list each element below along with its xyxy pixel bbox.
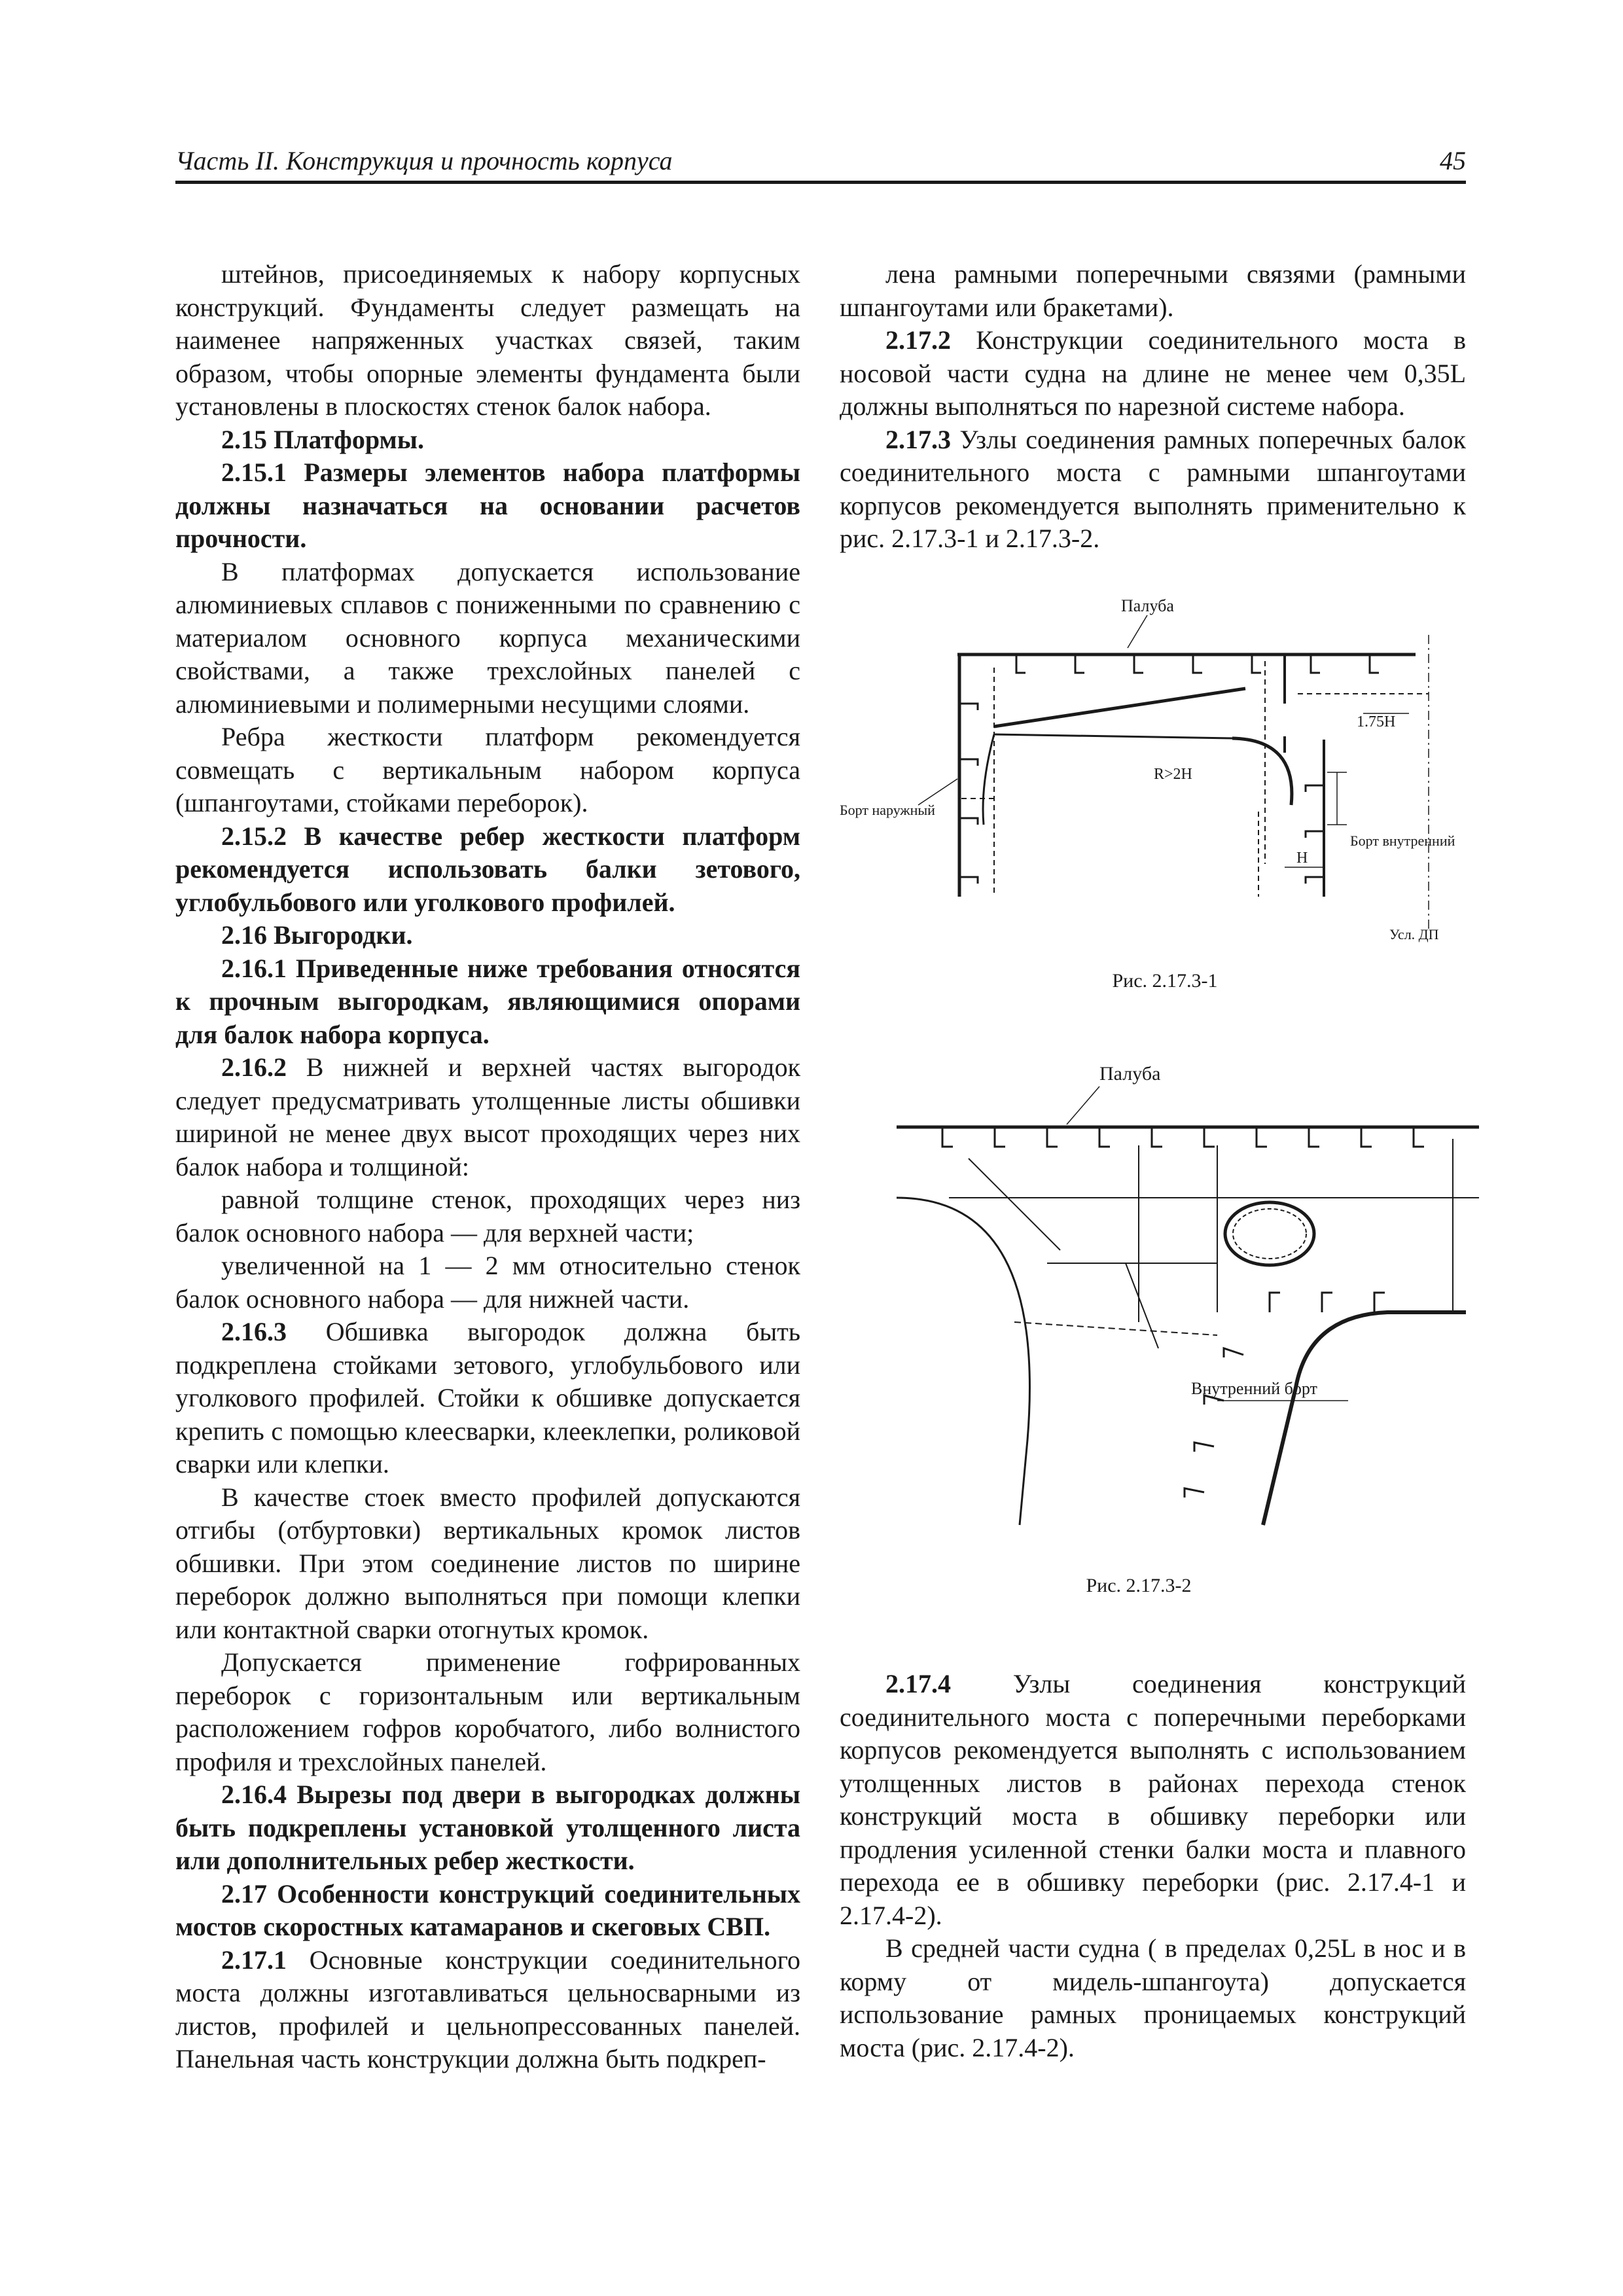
- figure1-label-175h: 1.75H: [1357, 713, 1396, 730]
- paragraph-text: Платформы.: [267, 424, 424, 454]
- paragraph-text: Обшивка выгородок должна быть подкреплена стойками зетового, углобульбового или уголкового профилей. Стойки к обшивке допускается крепить с помощью клеесварки, клееклепки, роликовой сварки или клепки.: [175, 1317, 800, 1479]
- section-number: 2.17.1: [221, 1945, 287, 1975]
- figure-2-17-3-1: [840, 589, 1468, 956]
- header-rule: [175, 181, 1466, 184]
- figure-2-17-3-2: [851, 1047, 1479, 1558]
- paragraph-text: В платформах допускается использование алюминиевых сплавов с пониженными по сравнению с материалом основного корпуса механическими свойствами, а также трехслойных панелей с алюминиевыми и полимерными несущими слоями.: [175, 556, 800, 719]
- figure1-caption: Рис. 2.17.3-1: [1112, 970, 1218, 992]
- figure1-label-deck: Палуба: [1121, 596, 1174, 615]
- figure1-label-radius: R>2H: [1154, 766, 1192, 783]
- section-number: 2.17.4: [885, 1669, 951, 1698]
- paragraph: [175, 556, 800, 721]
- paragraph: [175, 1878, 800, 1944]
- section-number: 2.17.2: [885, 325, 951, 355]
- running-header-title: Часть II. Конструкция и прочность корпуса: [175, 146, 673, 175]
- paragraph: [175, 1646, 800, 1778]
- paragraph-text: В качестве стоек вместо профилей допускаются отгибы (отбуртовки) вертикальных кромок листов обшивки. При этом соединение листов по ширине переборок должно выполняться при помощи клепки или контактной сварки отогнутых кромок.: [175, 1482, 800, 1644]
- paragraph: [840, 1668, 1466, 1932]
- paragraph-text: Узлы соединения рамных поперечных балок соединительного моста с рамными шпангоутами корпусов рекомендуется выполнять применительно к рис. 2.17.3-1 и 2.17.3-2.: [840, 424, 1466, 553]
- section-number: 2.16: [221, 920, 267, 950]
- figure1-label-dp: Усл. ДП: [1389, 926, 1439, 942]
- section-number: 2.16.4: [221, 1780, 287, 1809]
- paragraph: [175, 1051, 800, 1183]
- paragraph-text: Конструкции соединительного моста в носовой части судна на длине не менее чем 0,35L должны выполняться по нарезной системе набора.: [840, 325, 1466, 421]
- paragraph: [175, 1481, 800, 1647]
- paragraph-text: штейнов, присоединяемых к набору корпусных конструкций. Фундаменты следует размещать на наименее напряженных участках связей, таким образом, чтобы опорные элементы фундамента были установлены в плоскостях стенок балок набора.: [175, 259, 800, 421]
- figure1-label-inner-side: Борт внутренний: [1350, 833, 1455, 849]
- section-number: 2.15: [221, 424, 267, 454]
- section-number: 2.17: [221, 1878, 267, 1909]
- paragraph: [175, 820, 800, 920]
- paragraph-text: Вырезы под двери в выгородках должны быть подкреплены установкой утолщенного листа или дополнительных ребер жесткости.: [175, 1780, 800, 1875]
- paragraph-text: В качестве ребер жесткости платформ рекомендуется использовать балки зетового, углобульбового или уголкового профилей.: [175, 821, 800, 917]
- figure2-caption: Рис. 2.17.3-2: [1086, 1575, 1192, 1596]
- section-number: 2.16.2: [221, 1052, 287, 1082]
- paragraph-text: Допускается применение гофрированных переборок с горизонтальным или вертикальным расположением гофров коробчатого, либо волнистого профиля и трехслойных панелей.: [175, 1647, 800, 1776]
- paragraph-text: Ребра жесткости платформ рекомендуется совмещать с вертикальным набором корпуса (шпангоутами, стойками переборок).: [175, 722, 800, 817]
- paragraph: [840, 258, 1466, 324]
- paragraph-text: Выгородки.: [267, 920, 413, 950]
- paragraph: [175, 1249, 800, 1316]
- paragraph: [175, 1944, 800, 2076]
- figure-2-17-3-1-drawing: [840, 589, 1468, 956]
- paragraph-text: Размеры элементов набора платформы должны назначаться на основании расчетов прочности.: [175, 457, 800, 553]
- section-number: 2.16.1: [221, 953, 287, 983]
- paragraph-text: Особенности конструкций соединительных мостов скоростных катамаранов и скеговых СВП.: [175, 1878, 800, 1941]
- paragraph: [175, 919, 800, 952]
- paragraph-text: увеличенной на 1 — 2 мм относительно стенок балок основного набора — для нижней части.: [175, 1251, 800, 1314]
- right-column-top: [840, 258, 1466, 556]
- section-number: 2.17.3: [885, 424, 951, 454]
- figure1-label-h: H: [1296, 850, 1308, 867]
- paragraph: [175, 258, 800, 423]
- paragraph-text: Приведенные ниже требования относятся к прочным выгородкам, являющимися опорами для балок набора корпуса.: [175, 953, 800, 1049]
- paragraph-text: Основные конструкции соединительного моста должны изготавливаться цельносварными из листов, профилей и цельнопрессованных панелей. Панельная часть конструкции должна быть подкреп-: [175, 1945, 800, 2073]
- paragraph: [175, 1778, 800, 1878]
- paragraph: [175, 1183, 800, 1249]
- paragraph: [175, 721, 800, 820]
- figure2-label-inner-side: Внутренний борт: [1191, 1379, 1317, 1398]
- paragraph: [840, 423, 1466, 556]
- section-number: 2.15.1: [221, 457, 287, 487]
- figure1-label-outer-side: Борт наружный: [840, 802, 935, 818]
- paragraph: [840, 1932, 1466, 2064]
- right-column-bottom: [840, 1668, 1466, 2064]
- paragraph-text: В нижней и верхней частях выгородок следует предусматривать утолщенные листы обшивки шириной не менее двух высот проходящих через них балок набора и толщиной:: [175, 1052, 800, 1181]
- paragraph-text: Узлы соединения конструкций соединительного моста с поперечными переборками корпусов рекомендуется выполнять с использованием утолщенных листов в районах перехода стенок конструкций моста в обшивку переборки или продления усиленной стенки балки моста и плавного перехода ее в обшивку переборки (рис. 2.17.4-1 и 2.17.4-2).: [840, 1669, 1466, 1930]
- paragraph: [840, 324, 1466, 423]
- figure-2-17-3-2-drawing: [851, 1047, 1479, 1558]
- paragraph-text: лена рамными поперечными связями (рамными шпангоутами или бракетами).: [840, 259, 1466, 322]
- paragraph-text: В средней части судна ( в пределах 0,25L в нос и в корму от мидель-шпангоута) допускается использование рамных проницаемых конструкций моста (рис. 2.17.4-2).: [840, 1933, 1466, 2062]
- paragraph: [175, 423, 800, 457]
- figure2-label-deck: Палуба: [1099, 1063, 1161, 1085]
- paragraph-text: равной толщине стенок, проходящих через низ балок основного набора — для верхней части;: [175, 1185, 800, 1247]
- paragraph: [175, 1316, 800, 1481]
- paragraph: [175, 456, 800, 556]
- paragraph: [175, 952, 800, 1052]
- section-number: 2.15.2: [221, 821, 287, 851]
- left-column: [175, 258, 800, 2076]
- page-number: 45: [1440, 146, 1466, 175]
- section-number: 2.16.3: [221, 1317, 287, 1346]
